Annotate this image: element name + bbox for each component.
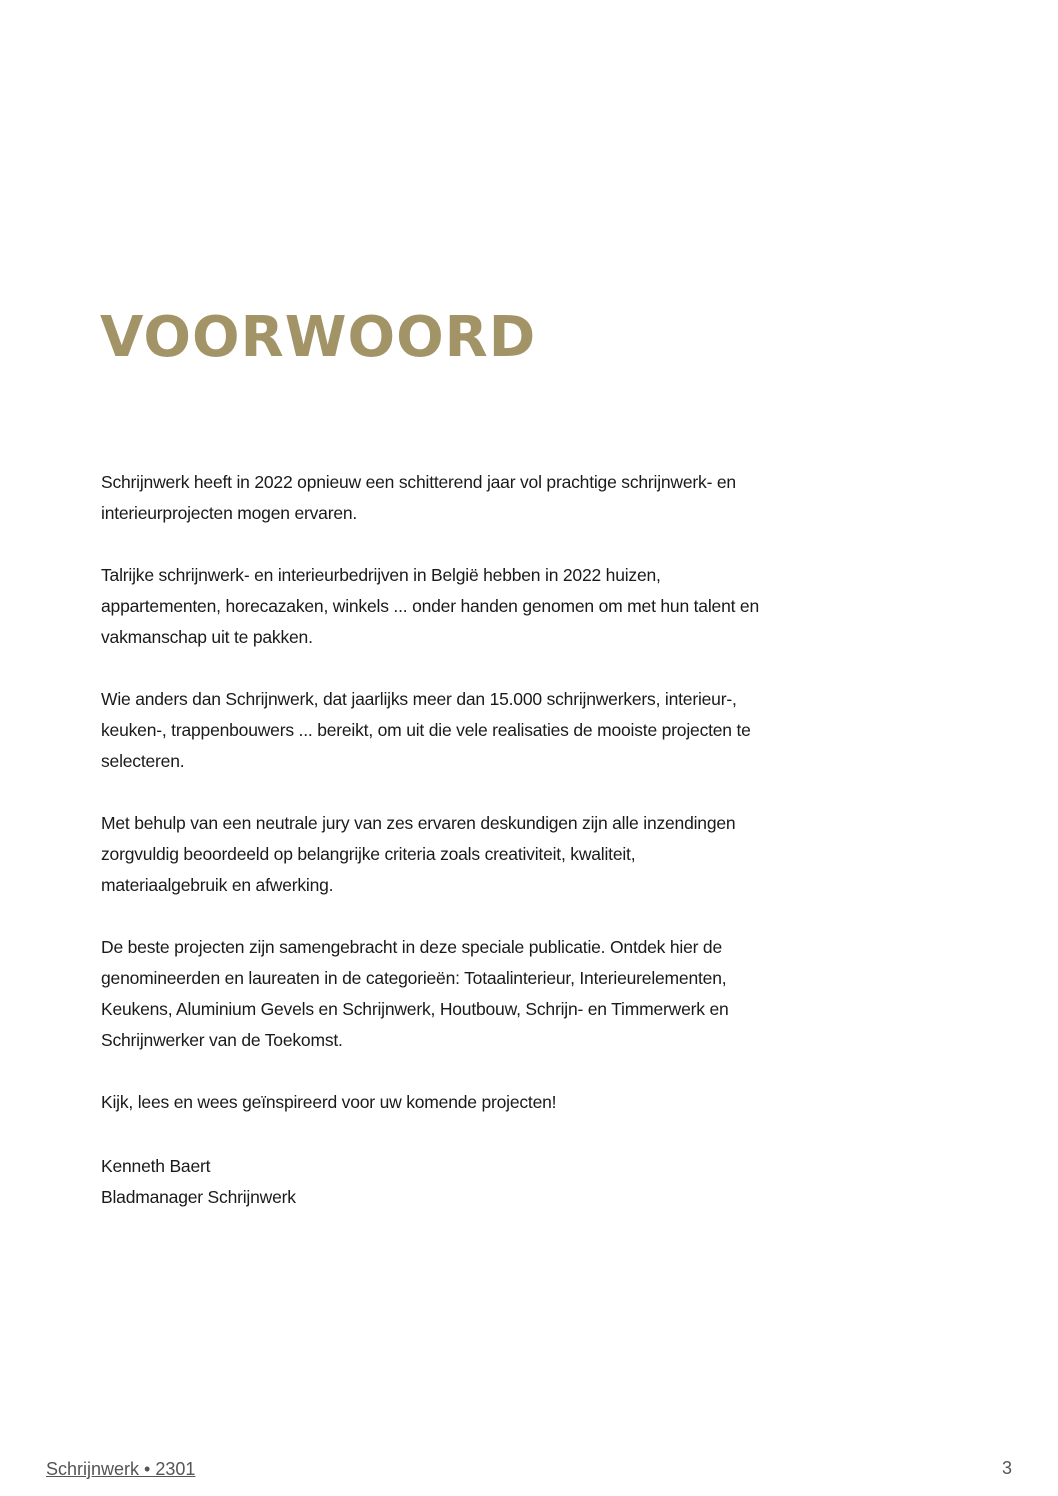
paragraph: Wie anders dan Schrijnwerk, dat jaarlijks meer dan 15.000 schrijnwerkers, interieur-, keuken-, trappenbouwers ... bereikt, om uit die vele realisaties de mooiste projecten te selecteren. [101,689,751,771]
paragraph: Schrijnwerk heeft in 2022 opnieuw een schitterend jaar vol prachtige schrijnwerk- en interieurprojecten mogen ervaren. [101,472,736,523]
page-number: 3 [1001,1458,1012,1478]
paragraph: Met behulp van een neutrale jury van zes ervaren deskundigen zijn alle inzendingen zorgvuldig beoordeeld op belangrijke criteria zoals creativiteit, kwaliteit, materiaalgebruik en afwerking. [101,813,736,895]
signature-role: Bladmanager Schrijnwerk [101,1187,296,1207]
page-title: VOORWOORD [100,305,537,370]
paragraph: Talrijke schrijnwerk- en interieurbedrijven in België hebben in 2022 huizen, appartementen, horecazaken, winkels ... onder handen genomen om met hun talent en vakmanschap uit te pakken. [101,565,759,647]
signature [101,1151,296,1213]
signature-name: Kenneth Baert [101,1156,211,1176]
paragraph: Kijk, lees en wees geïnspireerd voor uw komende projecten! [101,1092,557,1112]
paragraph: De beste projecten zijn samengebracht in deze speciale publicatie. Ontdek hier de genomineerden en laureaten in de categorieën: Totaalinterieur, Interieurelementen, Keukens, Aluminium Gevels en Schrijnwerk, Houtbouw, Schrijn- en Timmerwerk en Schrijnwerker van de Toekomst. [101,937,729,1050]
foreword-body [101,467,761,1149]
publication-link[interactable]: Schrijnwerk • 2301 [46,1459,196,1479]
